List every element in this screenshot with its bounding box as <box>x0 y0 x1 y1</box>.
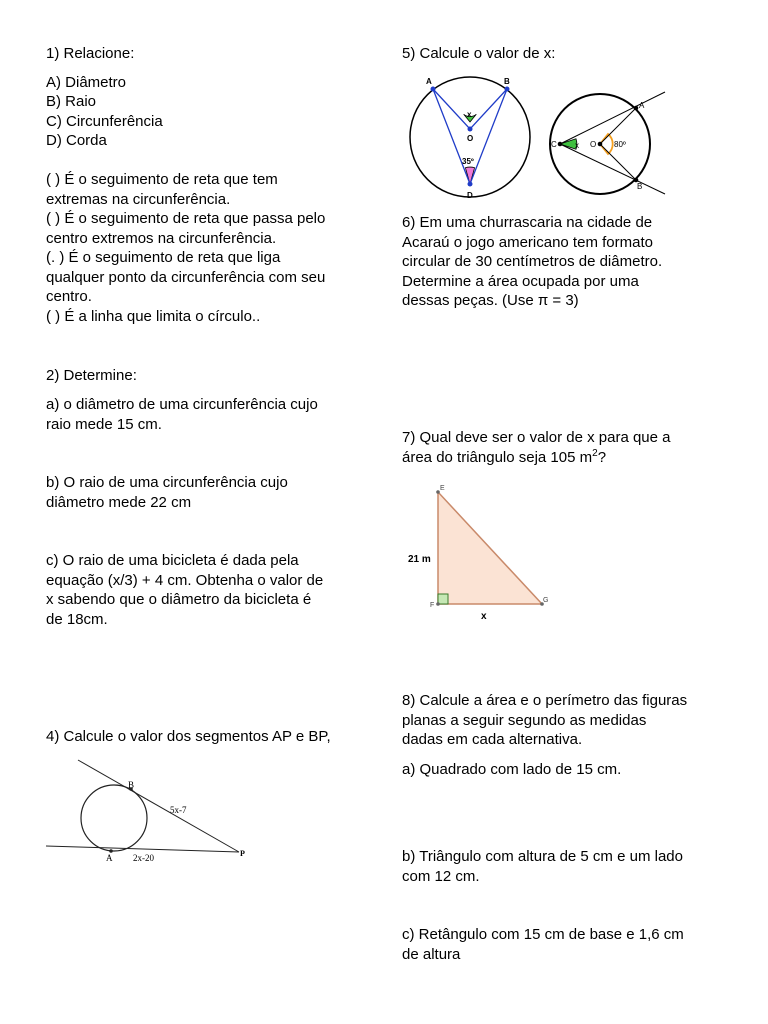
q2c-line: de 18cm. <box>46 611 108 628</box>
label-x: x <box>575 141 579 150</box>
tangent-segments-figure <box>44 755 264 870</box>
superscript: 2 <box>592 448 598 459</box>
segment-ap-label: 2x-20 <box>133 853 154 863</box>
external-angle-figure <box>540 82 675 202</box>
angle-label: 35º <box>462 157 474 166</box>
q2a-line: raio mede 15 cm. <box>46 416 162 433</box>
label-b: B <box>504 77 510 86</box>
right-triangle-figure <box>402 478 562 626</box>
label-p: P <box>240 849 245 858</box>
label-c: C <box>551 140 557 149</box>
q1-item-line: ( ) É o seguimento de reta que tem <box>46 171 278 188</box>
q7-line: 7) Qual deve ser o valor de x para que a <box>402 429 671 446</box>
label-a: A <box>106 853 113 863</box>
q2b-line: diâmetro mede 22 cm <box>46 494 192 511</box>
label-o: O <box>467 134 474 143</box>
label-a: A <box>639 101 645 110</box>
q1-item-line: centro extremos na circunferência. <box>46 230 277 247</box>
q8a-line: a) Quadrado com lado de 15 cm. <box>402 761 622 778</box>
q4-title: 4) Calcule o valor dos segmentos AP e BP, <box>46 728 331 745</box>
circle <box>81 785 147 851</box>
q2c-line: x sabendo que o diâmetro da bicicleta é <box>46 591 312 608</box>
q5-title: 5) Calcule o valor de x: <box>402 45 556 62</box>
q1-item-line: ( ) É o seguimento de reta que passa pelo <box>46 210 326 227</box>
q1-option-d: D) Corda <box>46 132 107 149</box>
q6-line: dessas peças. (Use π = 3) <box>402 292 579 309</box>
label-d: D <box>467 191 473 200</box>
q2c-line: equação (x/3) + 4 cm. Obtenha o valor de <box>46 572 324 589</box>
q2b-line: b) O raio de uma circunferência cujo <box>46 474 288 491</box>
q1-item-line: (. ) É o seguimento de reta que liga <box>46 249 281 266</box>
q1-item-line: ( ) É a linha que limita o círculo.. <box>46 308 261 325</box>
label-x: x <box>467 110 472 119</box>
q1-option-a: A) Diâmetro <box>46 74 127 91</box>
q8-line: dadas em cada alternativa. <box>402 731 583 748</box>
label-b: B <box>637 182 643 191</box>
q1-item-line: centro. <box>46 288 92 305</box>
q8b-line: com 12 cm. <box>402 868 480 885</box>
q8c-line: c) Retângulo com 15 cm de base e 1,6 cm <box>402 926 684 943</box>
q1-option-b: B) Raio <box>46 93 97 110</box>
segment-bp-label: 5x-7 <box>170 805 187 815</box>
q8-line: 8) Calcule a área e o perímetro das figuras <box>402 692 688 709</box>
q7-line: área do triângulo seja 105 $m^2$? <box>402 448 607 466</box>
label-e: E <box>440 485 445 492</box>
side-label: 21 m <box>408 554 431 565</box>
q2-title: 2) Determine: <box>46 367 137 384</box>
q2c-line: c) O raio de uma bicicleta é dada pela <box>46 552 299 569</box>
angle-label: 80º <box>614 140 626 149</box>
q8b-line: b) Triângulo com altura de 5 cm e um lado <box>402 848 683 865</box>
q1-item-line: extremas na circunferência. <box>46 191 231 208</box>
q6-line: 6) Em uma churrascaria na cidade de <box>402 214 653 231</box>
label-g: G <box>543 597 549 604</box>
base-label: x <box>481 611 487 622</box>
q6-line: Acaraú o jogo americano tem formato <box>402 234 653 251</box>
label-a: A <box>426 77 432 86</box>
q8-line: planas a seguir segundo as medidas <box>402 712 647 729</box>
label-b: B <box>128 780 135 790</box>
label-o: O <box>590 140 597 149</box>
q1-item-line: qualquer ponto da circunferência com seu <box>46 269 326 286</box>
q1-option-c: C) Circunferência <box>46 113 163 130</box>
q8c-line: de altura <box>402 946 461 963</box>
inscribed-angle-figure <box>405 72 535 202</box>
q1-title: 1) Relacione: <box>46 45 135 62</box>
label-f: F <box>430 602 435 609</box>
q6-line: circular de 30 centímetros de diâmetro. <box>402 253 663 270</box>
q2a-line: a) o diâmetro de uma circunferência cujo <box>46 396 318 413</box>
q6-line: Determine a área ocupada por uma <box>402 273 639 290</box>
